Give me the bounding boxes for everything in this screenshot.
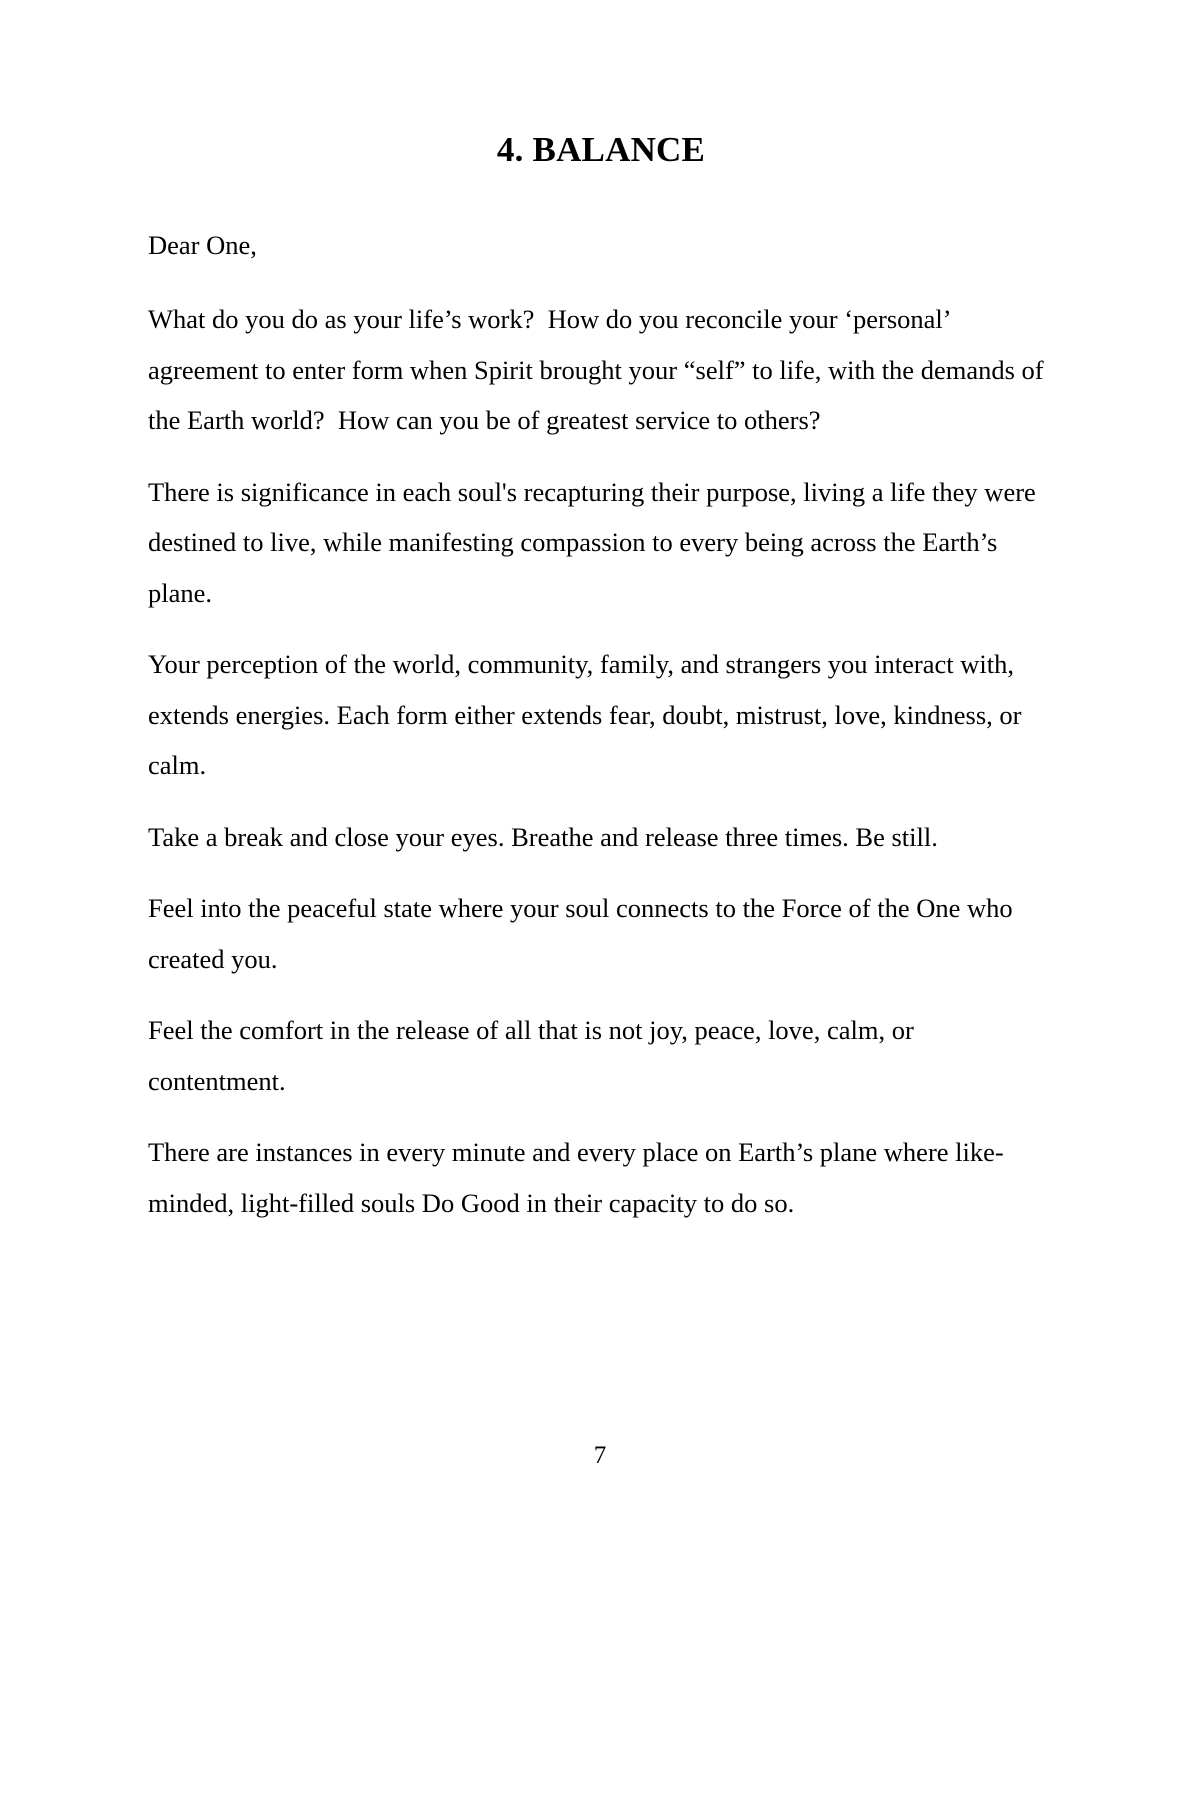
page-content-column bbox=[148, 0, 1054, 1228]
paragraph: There is significance in each soul's recapturing their purpose, living a life they were destined to live, while manifesting compassion to every being across the Earth’s plane. bbox=[148, 476, 1043, 608]
paragraph: There are instances in every minute and every place on Earth’s plane where like-minded, light-filled souls Do Good in their capacity to do so. bbox=[148, 1137, 1004, 1218]
page-number: 7 bbox=[593, 1442, 607, 1469]
body-text bbox=[148, 294, 1054, 1228]
salutation: Dear One, bbox=[148, 229, 257, 260]
paragraph: Feel into the peaceful state where your soul connects to the Force of the One who created you. bbox=[148, 893, 1020, 974]
paragraph: What do you do as your life’s work? How do you reconcile your ‘personal’ agreement to enter form when Spirit brought your “self” to life, with the demands of the Earth world? How can you be of greatest service to others? bbox=[148, 304, 1051, 435]
paragraph: Take a break and close your eyes. Breathe and release three times. Be still. bbox=[148, 821, 938, 852]
page-title: 4. BALANCE bbox=[496, 130, 706, 169]
paragraph: Feel the comfort in the release of all that is not joy, peace, love, calm, or contentment. bbox=[148, 1015, 921, 1096]
paragraph: Your perception of the world, community, family, and strangers you interact with, extends energies. Each form either extends fear, doubt, mistrust, love, kindness, or calm. bbox=[148, 649, 1029, 780]
